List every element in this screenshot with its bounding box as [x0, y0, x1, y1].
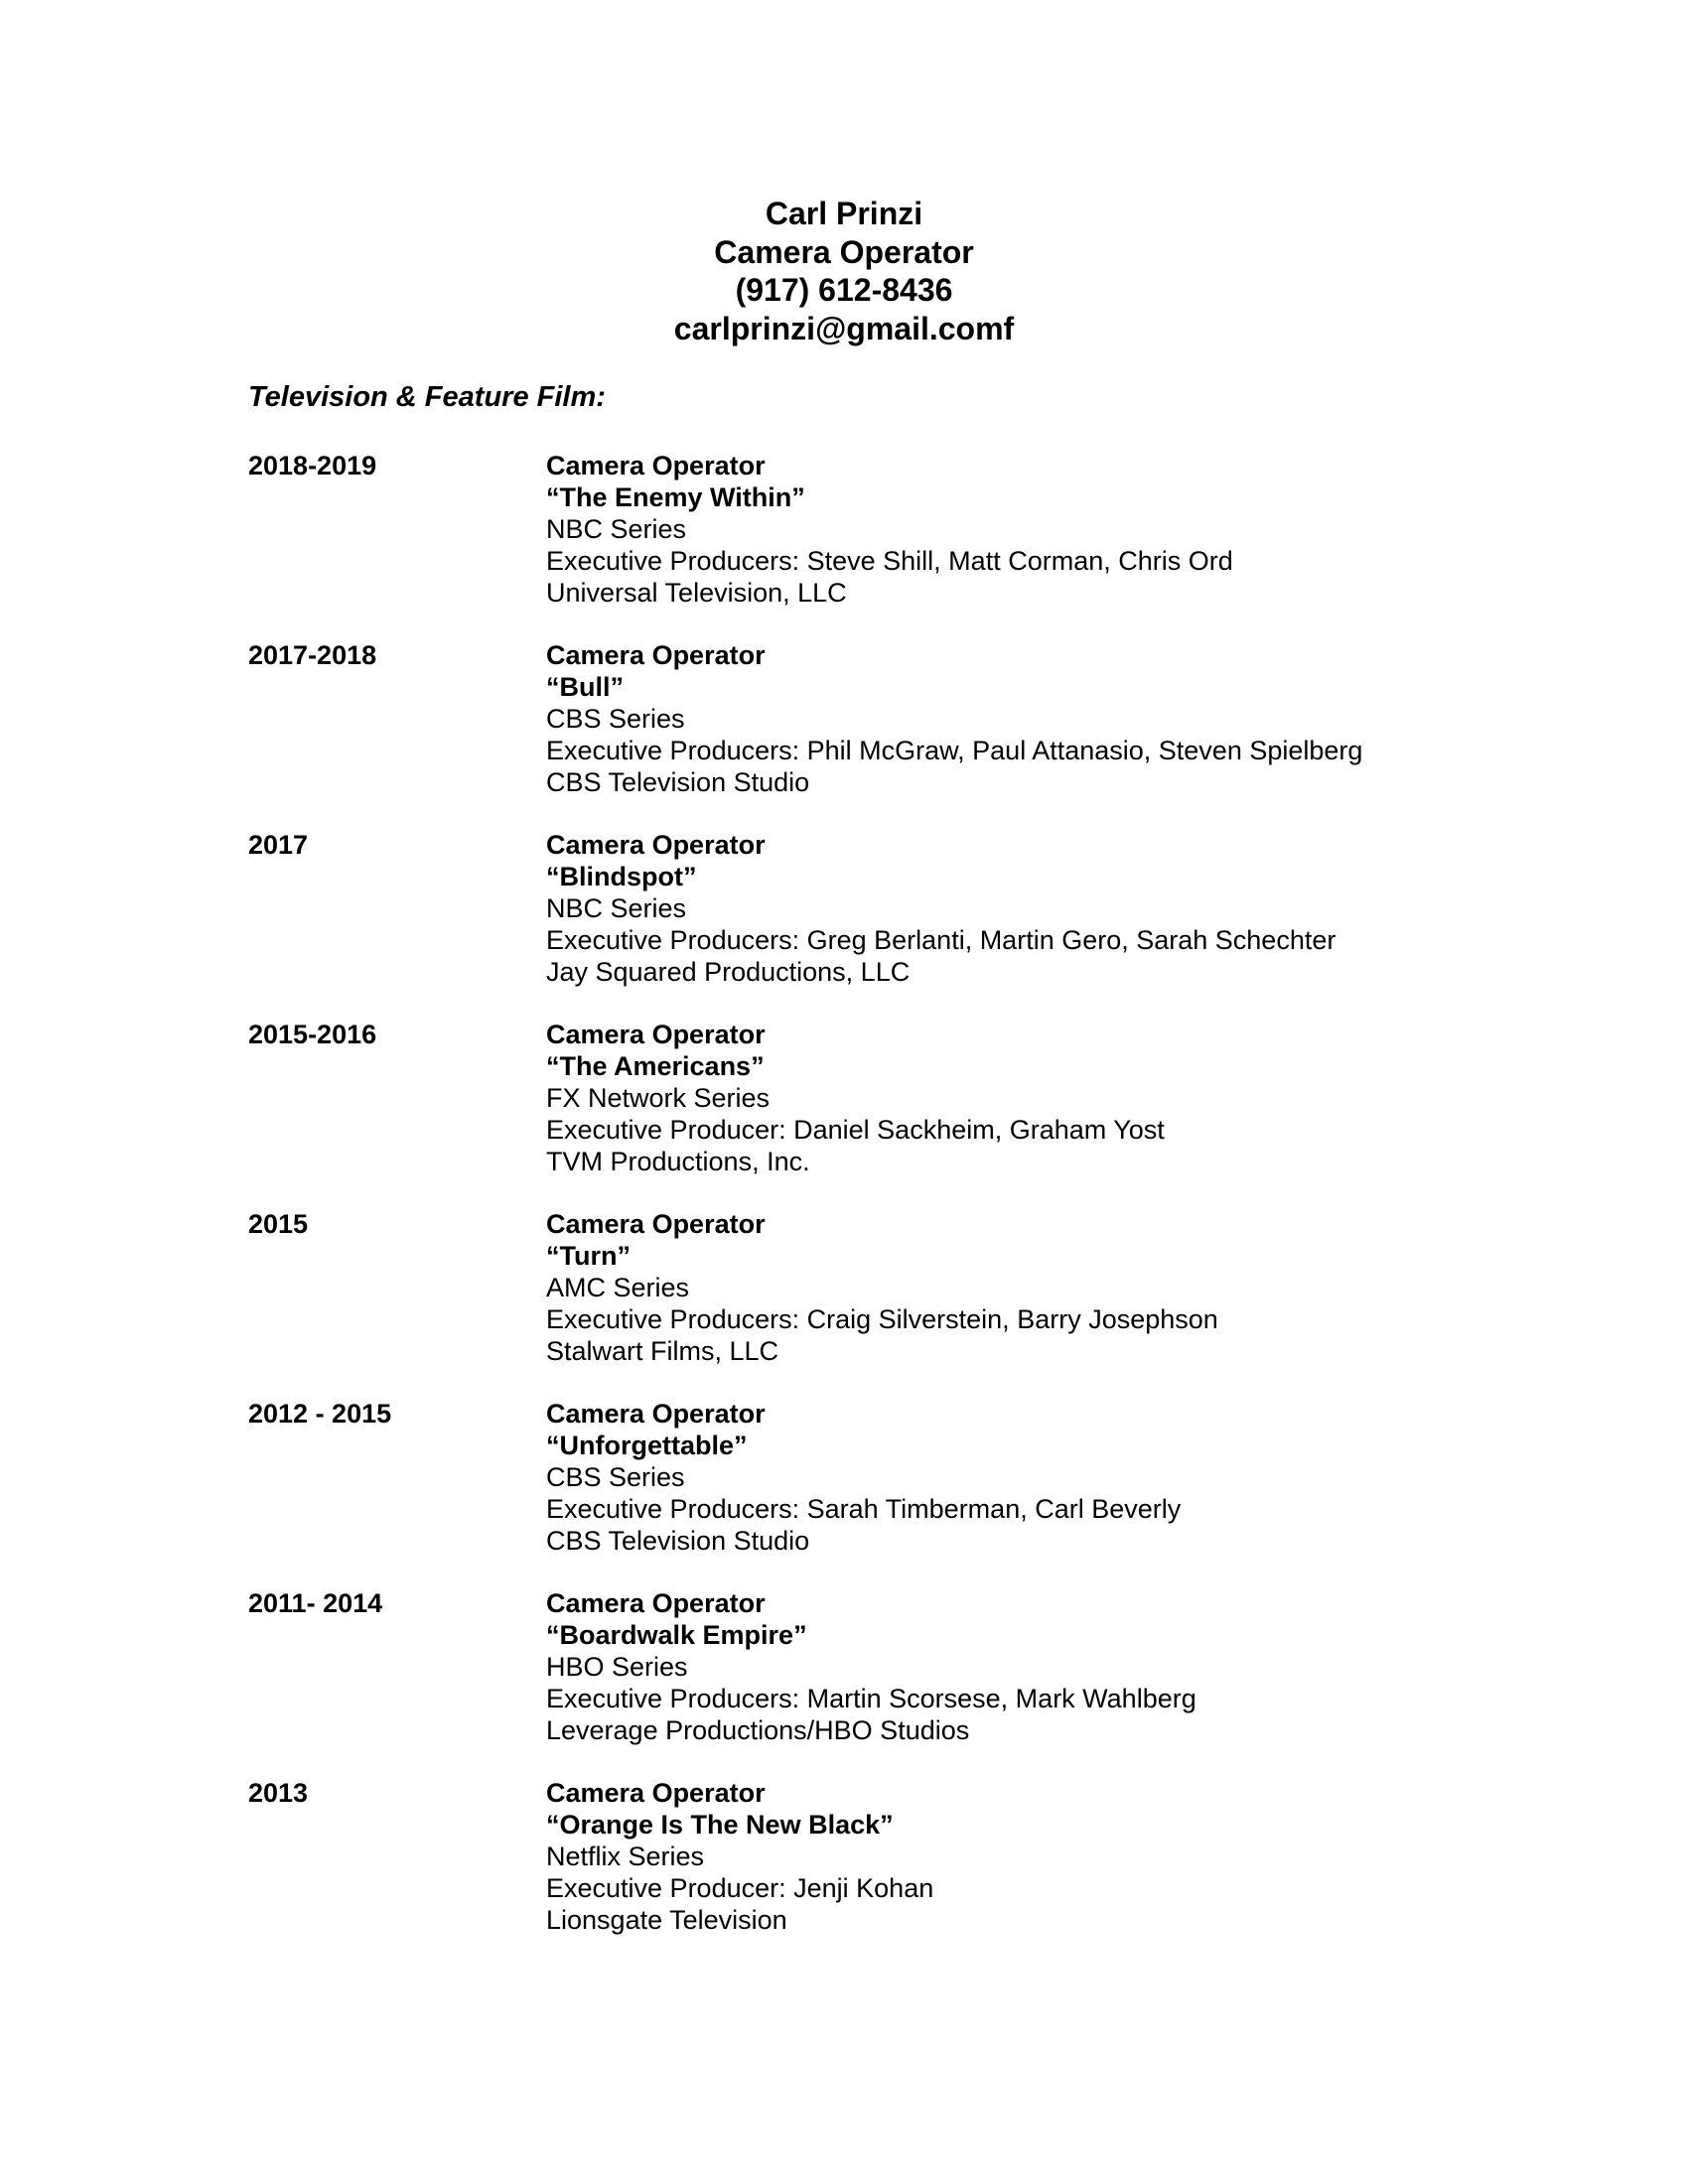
credit-years: 2017-2018 [248, 640, 377, 670]
credit-studio: Leverage Productions/HBO Studios [546, 1715, 970, 1745]
credit-years: 2015 [248, 1209, 309, 1239]
credit-role: Camera Operator [546, 1588, 766, 1618]
credit-role: Camera Operator [546, 1399, 766, 1429]
credit-producers: Executive Producers: Sarah Timberman, Carl Beverly [546, 1494, 1182, 1524]
credit-title: “Blindspot” [546, 862, 697, 891]
credit-title: “The Enemy Within” [546, 482, 805, 512]
credit-studio: Lionsgate Television [546, 1905, 787, 1935]
credit-details [546, 639, 1362, 798]
credit-role: Camera Operator [546, 451, 766, 480]
email-address: carlprinzi@gmail.comf [673, 310, 1015, 346]
credit-years: 2013 [248, 1778, 309, 1808]
credit-years: 2018-2019 [248, 451, 377, 480]
credit-years: 2015-2016 [248, 1020, 377, 1049]
credit-studio: Stalwart Films, LLC [546, 1336, 779, 1366]
credit-entry [248, 639, 1539, 829]
credit-role: Camera Operator [546, 640, 766, 670]
credit-entry [248, 450, 1539, 639]
credit-title: “Bull” [546, 672, 624, 702]
credits-list [248, 450, 1539, 1967]
credit-network: NBC Series [546, 893, 687, 923]
credit-title: “Unforgettable” [546, 1431, 748, 1460]
credit-role: Camera Operator [546, 1778, 766, 1808]
credit-details [546, 829, 1336, 988]
credit-producers: Executive Producers: Steve Shill, Matt Corman, Chris Ord [546, 546, 1233, 576]
credit-network: HBO Series [546, 1652, 688, 1682]
credit-years: 2017 [248, 830, 309, 860]
credit-years: 2011- 2014 [248, 1588, 383, 1618]
person-position: Camera Operator [714, 233, 974, 270]
resume-header [0, 195, 1688, 347]
credit-studio: Jay Squared Productions, LLC [546, 957, 911, 987]
credit-studio: TVM Productions, Inc. [546, 1147, 810, 1176]
credit-years: 2012 - 2015 [248, 1399, 392, 1429]
credit-role: Camera Operator [546, 830, 766, 860]
credit-title: “The Americans” [546, 1051, 765, 1081]
credit-title: “Orange Is The New Black” [546, 1810, 894, 1840]
credit-network: NBC Series [546, 514, 687, 544]
credit-details [546, 450, 1233, 609]
credit-network: Netflix Series [546, 1842, 705, 1871]
credit-network: AMC Series [546, 1273, 690, 1302]
credit-producers: Executive Producer: Jenji Kohan [546, 1873, 934, 1903]
credit-producers: Executive Producers: Phil McGraw, Paul Attanasio, Steven Spielberg [546, 736, 1363, 765]
credit-entry [248, 1398, 1539, 1587]
credit-network: FX Network Series [546, 1083, 771, 1113]
credit-details [546, 1398, 1181, 1557]
credit-network: CBS Series [546, 704, 685, 734]
credit-entry [248, 1587, 1539, 1777]
credit-studio: CBS Television Studio [546, 1526, 810, 1556]
credit-details [546, 1587, 1196, 1746]
person-name: Carl Prinzi [765, 196, 923, 231]
credit-role: Camera Operator [546, 1209, 766, 1239]
credit-title: “Boardwalk Empire” [546, 1620, 807, 1650]
credit-producers: Executive Producer: Daniel Sackheim, Graham Yost [546, 1115, 1165, 1145]
credit-details [546, 1777, 933, 1936]
credit-title: “Turn” [546, 1241, 631, 1271]
credit-producers: Executive Producers: Greg Berlanti, Martin Gero, Sarah Schechter [546, 925, 1336, 955]
credit-role: Camera Operator [546, 1020, 766, 1049]
credit-studio: Universal Television, LLC [546, 578, 847, 608]
credit-studio: CBS Television Studio [546, 767, 810, 797]
section-title: Television & Feature Film: [248, 381, 606, 413]
credit-entry [248, 1777, 1539, 1967]
credit-network: CBS Series [546, 1462, 685, 1492]
credit-details [546, 1019, 1165, 1177]
credit-entry [248, 1019, 1539, 1208]
credit-producers: Executive Producers: Craig Silverstein, Barry Josephson [546, 1304, 1218, 1334]
credit-entry [248, 829, 1539, 1019]
phone-number: (917) 612-8436 [735, 272, 953, 308]
credit-details [546, 1208, 1218, 1367]
credit-entry [248, 1208, 1539, 1398]
credit-producers: Executive Producers: Martin Scorsese, Mark Wahlberg [546, 1684, 1196, 1713]
